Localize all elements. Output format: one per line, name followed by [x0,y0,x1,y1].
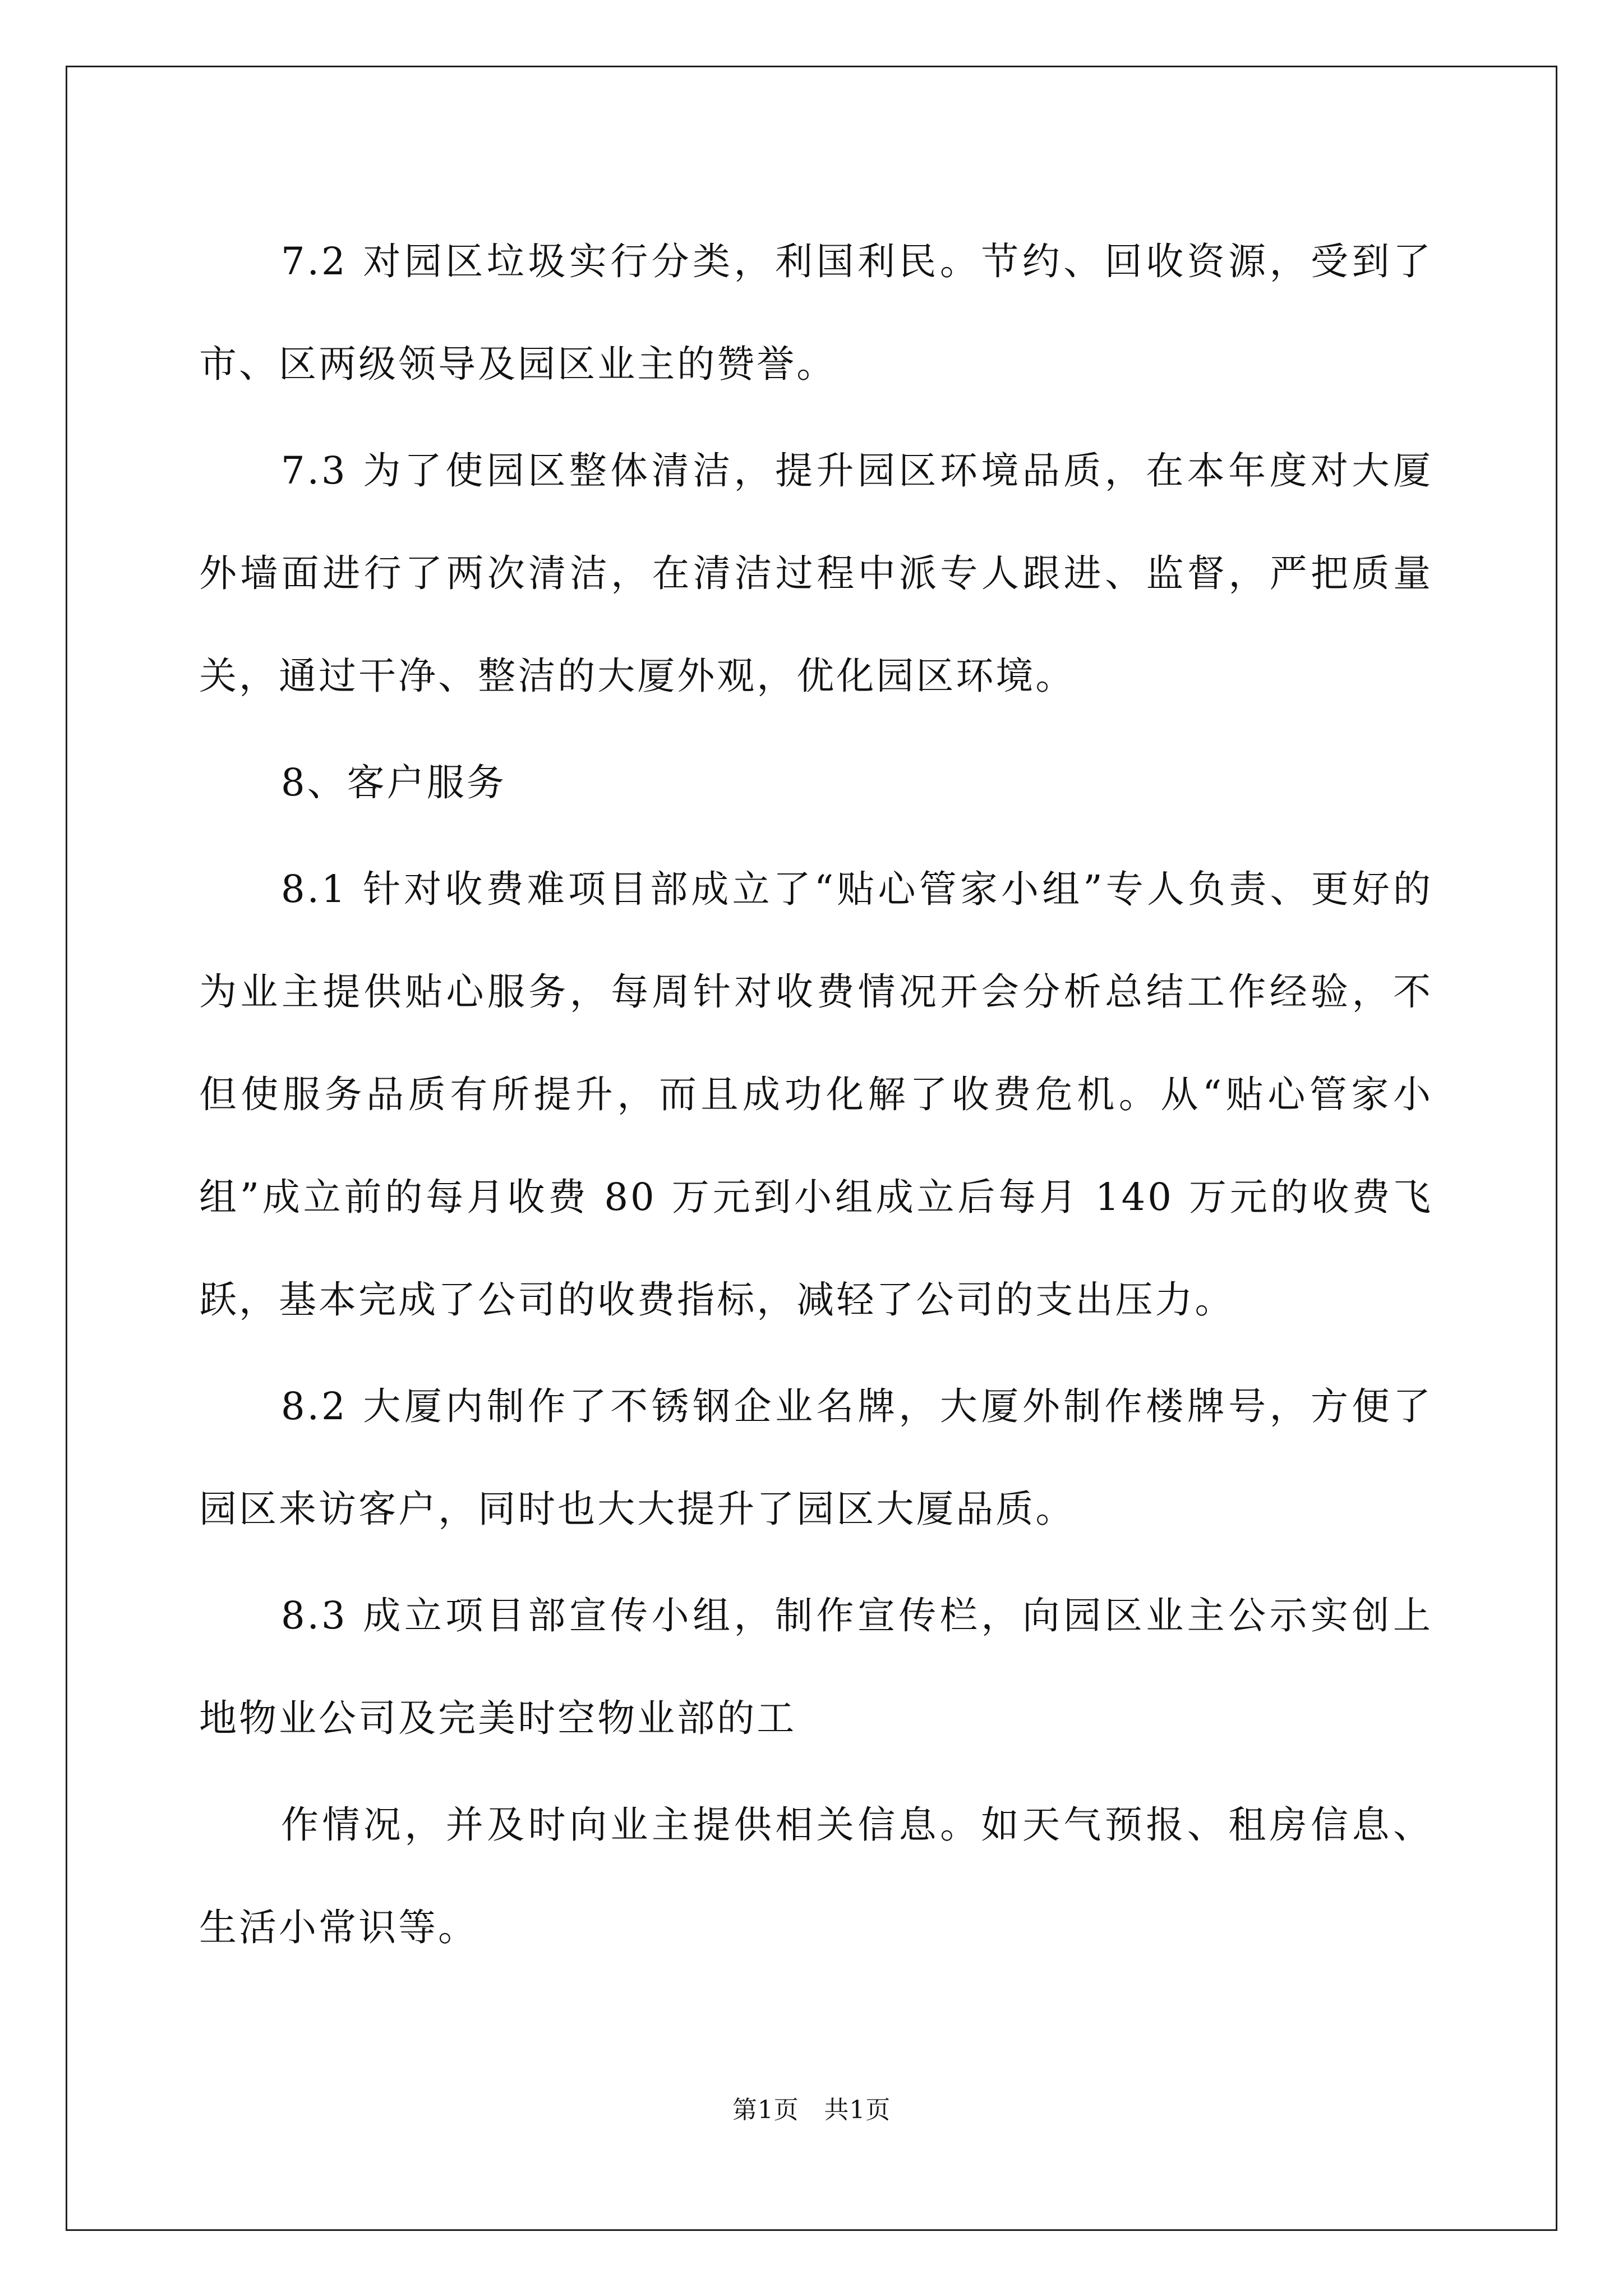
paragraph-8-1: 8.1 针对收费难项目部成立了“贴心管家小组”专人负责、更好的为业主提供贴心服务，每周针对收费情况开会分析总结工作经验，不但使服务品质有所提升，而且成功化解了收费危机。从“贴心管家小组”成立前的每月收费 80 万元到小组成立后每月 140 万元的收费飞跃，基本完成了公司的收费指标，减轻了公司的支出压力。 [199,867,1433,1322]
paragraph-8-3-continued: 作情况，并及时向业主提供相关信息。如天气预报、租房信息、生活小常识等。 [199,1803,1433,1949]
page-number-footer: 第1页 共1页 [732,2096,891,2124]
document-body [199,210,1433,1979]
paragraph-8-3: 8.3 成立项目部宣传小组，制作宣传栏，向园区业主公示实创上地物业公司及完美时空物业部的工 [199,1594,1433,1740]
paragraph-8-2: 8.2 大厦内制作了不锈钢企业名牌，大厦外制作楼牌号，方便了园区来访客户，同时也大大提升了园区大厦品质。 [199,1384,1433,1531]
paragraph-7-2: 7.2 对园区垃圾实行分类，利国利民。节约、回收资源，受到了市、区两级领导及园区业主的赞誉。 [199,240,1433,386]
section-heading-customer-service: 8、客户服务 [281,761,506,804]
paragraph-7-3: 7.3 为了使园区整体清洁，提升园区环境品质，在本年度对大厦外墙面进行了两次清洁，在清洁过程中派专人跟进、监督，严把质量关，通过干净、整洁的大厦外观，优化园区环境。 [199,449,1433,698]
